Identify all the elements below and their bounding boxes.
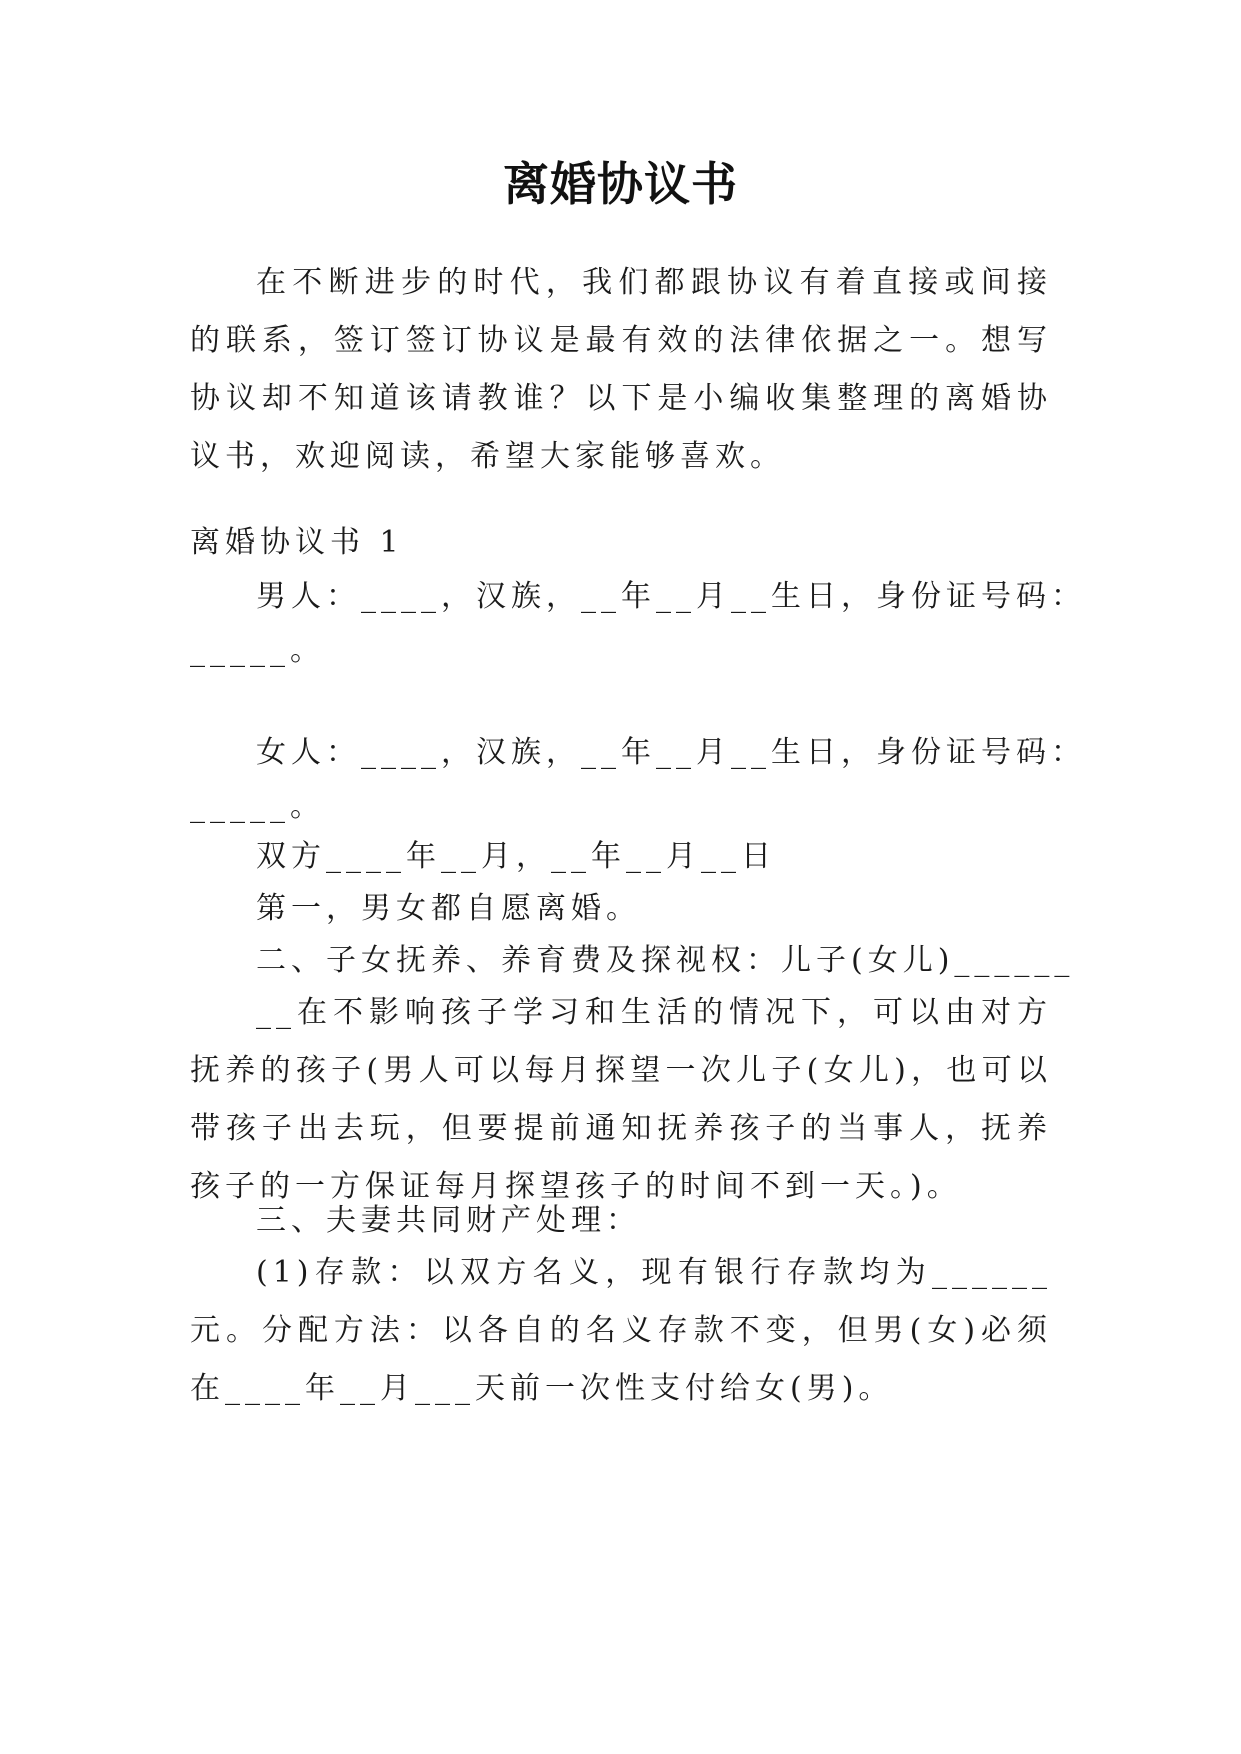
document-title: 离婚协议书 [503, 157, 738, 211]
male-id-blank: _____。 [190, 633, 325, 668]
clause-2-heading: 二、子女抚养、养育费及探视权：儿子(女儿)______ [256, 943, 1075, 978]
clause-3-heading: 三、夫妻共同财产处理： [256, 1203, 641, 1238]
clause-3-1-block [190, 1244, 1052, 1418]
clause-3-1: (1)存款：以双方名义，现有银行存款均为______元。分配方法：以各自的名义存款不变，但男(女)必须在____年__月___天前一次性支付给女(男)。 [190, 1255, 1052, 1406]
female-info-line: 女人：____，汉族，__年__月__生日，身份证号码： [256, 735, 1086, 770]
both-parties-line: 双方____年__月，__年__月__日 [256, 839, 776, 874]
clause-2-body: __在不影响孩子学习和生活的情况下，可以由对方抚养的孩子(男人可以每月探望一次儿子(女儿)，也可以带孩子出去玩，但要提前通知抚养孩子的当事人，抚养孩子的一方保证每月探望孩子的时间不到一天。)。 [190, 995, 1052, 1204]
female-id-blank: _____。 [190, 789, 325, 824]
section-heading: 离婚协议书 1 [190, 525, 404, 560]
clause-1: 第一，男女都自愿离婚。 [256, 891, 641, 926]
clause-2-body-block [190, 984, 1052, 1216]
male-info-line: 男人：____，汉族，__年__月__生日，身份证号码： [256, 579, 1086, 614]
intro-paragraph-block [190, 254, 1052, 486]
intro-paragraph: 在不断进步的时代，我们都跟协议有着直接或间接的联系，签订签订协议是最有效的法律依据之一。想写协议却不知道该请教谁？以下是小编收集整理的离婚协议书，欢迎阅读，希望大家能够喜欢。 [190, 265, 1052, 474]
